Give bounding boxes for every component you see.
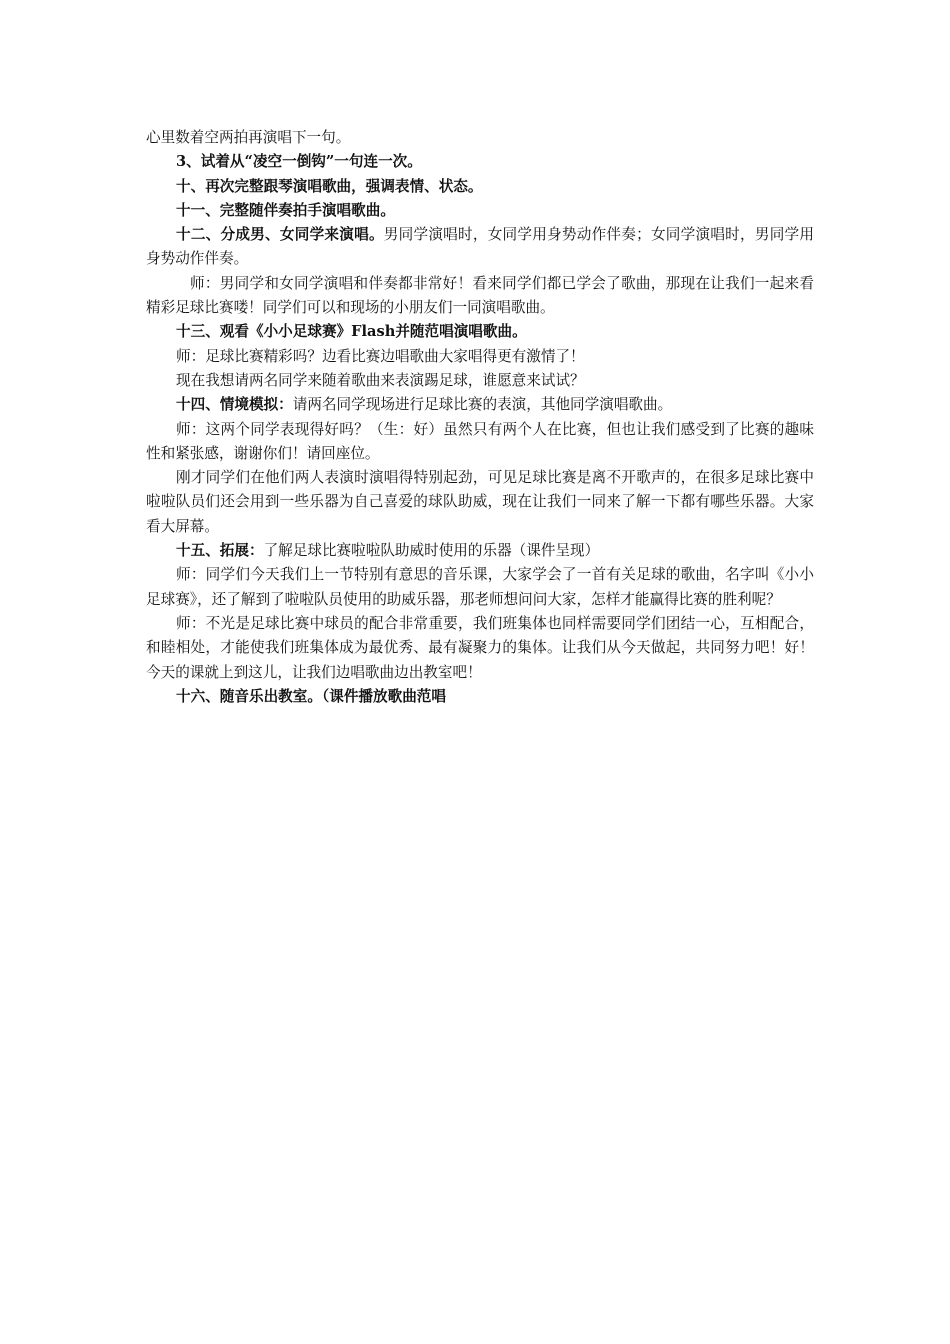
- paragraph-text: 师：不光是足球比赛中球员的配合非常重要，我们班集体也同样需要同学们团结一心，互相配合，和睦相处，才能使我们班集体成为最优秀、最有凝聚力的集体。让我们从今天做起，共同努力吧！好！今天的课就上到这儿，让我们边唱歌曲边出教室吧！: [146, 614, 814, 681]
- paragraph-heading: 十一、完整随伴奏拍手演唱歌曲。: [176, 201, 395, 219]
- paragraph-10: [146, 393, 814, 417]
- paragraph-text: 师：男同学和女同学演唱和伴奏都非常好！看来同学们都已学会了歌曲，那现在让我们一起来看精彩足球比赛喽！同学们可以和现场的小朋友们一同演唱歌曲。: [146, 274, 814, 317]
- paragraph-5: [146, 223, 814, 272]
- paragraph-heading: 十五、拓展：: [176, 542, 264, 560]
- paragraph-13: [146, 539, 814, 563]
- paragraph-2: [146, 150, 814, 174]
- paragraph-text: 心里数着空两拍再演唱下一句。: [146, 129, 351, 146]
- paragraph-heading: 十三、观看《小小足球赛》Flash并随范唱演唱歌曲。: [176, 323, 527, 341]
- paragraph-1: [146, 126, 814, 150]
- paragraph-text: 师：同学们今天我们上一节特别有意思的音乐课，大家学会了一首有关足球的歌曲，名字叫《小小足球赛》，还了解到了啦啦队员使用的助威乐器，那老师想问问大家，怎样才能赢得比赛的胜利呢？: [146, 566, 814, 608]
- paragraph-heading: 十二、分成男、女同学来演唱。: [176, 226, 384, 244]
- paragraph-3: [146, 175, 814, 199]
- paragraph-text: 刚才同学们在他们两人表演时演唱得特别起劲，可见足球比赛是离不开歌声的，在很多足球比赛中啦啦队员们还会用到一些乐器为自己喜爱的球队助威，现在让我们一同来了解一下都有哪些乐器。大家看大屏幕。: [146, 469, 814, 535]
- paragraph-15: [146, 612, 814, 685]
- document-page: [146, 126, 814, 709]
- paragraph-11: [146, 418, 814, 467]
- paragraph-heading: 十四、情境模拟：: [176, 396, 293, 414]
- paragraph-14: [146, 563, 814, 612]
- paragraph-text: 现在我想请两名同学来随着歌曲来表演踢足球，谁愿意来试试？: [176, 371, 585, 389]
- paragraph-16: [146, 685, 814, 709]
- paragraph-9: [146, 369, 814, 393]
- paragraph-12: [146, 466, 814, 539]
- paragraph-6: [146, 272, 814, 321]
- paragraph-text: 师：这两个同学表现得好吗？（生：好）虽然只有两个人在比赛，但也让我们感受到了比赛的趣味性和紧张感，谢谢你们！请回座位。: [146, 420, 814, 462]
- paragraph-text: 师：足球比赛精彩吗？边看比赛边唱歌曲大家唱得更有激情了！: [176, 347, 585, 365]
- paragraph-text: 了解足球比赛啦啦队助威时使用的乐器（课件呈现）: [263, 542, 600, 560]
- paragraph-heading: 十、再次完整跟琴演唱歌曲，强调表情、状态。: [176, 177, 483, 195]
- paragraph-8: [146, 345, 814, 369]
- paragraph-7: [146, 320, 814, 344]
- paragraph-heading: 十六、随音乐出教室。（课件播放歌曲范唱: [176, 687, 446, 705]
- paragraph-text: 请两名同学现场进行足球比赛的表演，其他同学演唱歌曲。: [292, 396, 673, 414]
- paragraph-heading: 3、试着从“凌空一倒钩”一句连一次。: [176, 153, 422, 171]
- paragraph-text: 男同学演唱时，女同学用身势动作伴奏；女同学演唱时，男同学用身势动作伴奏。: [146, 226, 814, 268]
- paragraph-4: [146, 199, 814, 223]
